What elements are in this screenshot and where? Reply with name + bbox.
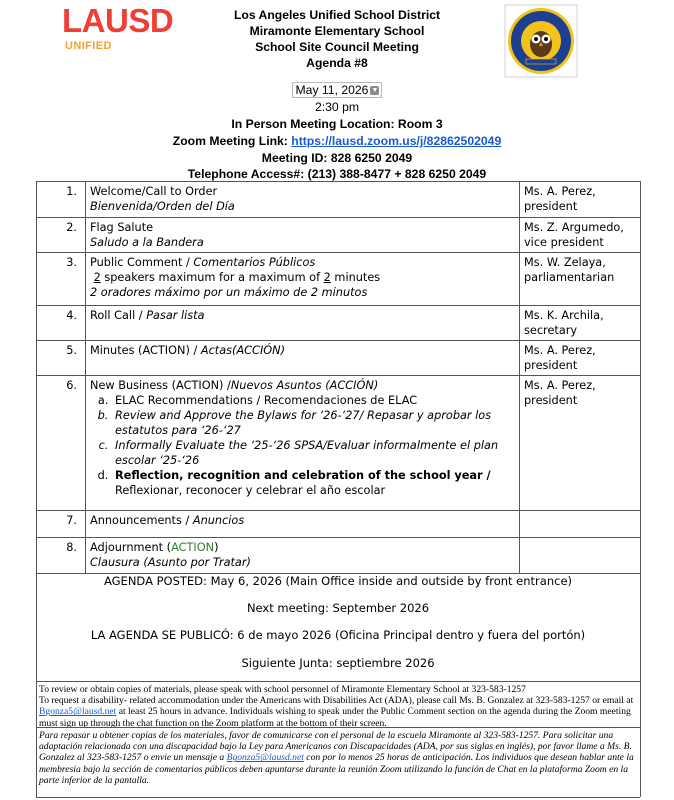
item-presenter: Ms. K. Archila, secretary — [520, 306, 641, 341]
item-title: Announcements / Anuncios — [90, 514, 245, 527]
agenda-row — [37, 218, 641, 253]
item-presenter — [520, 511, 641, 538]
agenda-row — [37, 182, 641, 218]
sub-item: c. Informally Evaluate the ‘25-‘26 SPSA/Evaluar informalmente el plan escolar ‘25-‘26 — [112, 438, 515, 468]
item-content — [86, 341, 520, 376]
item-title: New Business (ACTION) /Nuevos Asuntos (ACCIÓN) — [90, 379, 379, 392]
item-presenter: Ms. A. Perez, president — [520, 376, 641, 511]
item-number: 8. — [37, 538, 86, 574]
zoom-link[interactable]: https://lausd.zoom.us/j/82862502049 — [291, 134, 502, 148]
next-meeting: Next meeting: September 2026 — [246, 601, 430, 615]
sub-item: d. Reflection, recognition and celebration of the school year / Reflexionar, reconocer y celebrar el año escolar — [112, 468, 515, 498]
agenda-row — [37, 253, 641, 306]
agenda-row — [37, 341, 641, 376]
email-link[interactable]: Bgonza5@lausd.net — [226, 752, 304, 764]
date-picker[interactable] — [292, 82, 383, 98]
lausd-logo-unified: UNIFIED — [65, 40, 112, 52]
item-title: Roll Call / Pasar lista — [90, 309, 205, 322]
meeting-time: 2:30 pm — [314, 100, 360, 114]
item-content — [86, 182, 520, 218]
meeting-date: May 11, 2026 — [295, 83, 369, 97]
fine-print-english — [36, 681, 640, 729]
agenda-number: Agenda #8 — [306, 56, 368, 70]
frame-bottom-border — [36, 797, 640, 798]
email-link[interactable]: Bgonza5@lausd.net — [39, 706, 117, 718]
item-number: 2. — [37, 218, 86, 253]
item-content — [86, 218, 520, 253]
item-number: 6. — [37, 376, 86, 511]
agenda-table — [36, 181, 641, 574]
chevron-down-icon[interactable]: ▼ — [371, 87, 379, 95]
frame-right-border — [640, 567, 641, 797]
item-content — [86, 253, 520, 306]
speaker-limit-es: 2 oradores máximo por un máximo de 2 minutos — [90, 286, 368, 299]
item-title: Public Comment / Comentarios Públicos — [90, 256, 316, 269]
sub-item-list — [90, 393, 515, 498]
district-name: Los Angeles Unified School District — [233, 8, 441, 22]
item-title: Welcome/Call to Order — [90, 185, 218, 198]
zoom-row — [150, 134, 524, 149]
item-title-es: Bienvenida/Orden del Día — [90, 200, 235, 213]
siguiente-junta: Siguiente Junta: septiembre 2026 — [241, 656, 435, 670]
meeting-location: In Person Meeting Location: Room 3 — [231, 117, 443, 131]
item-title: Minutes (ACTION) / Actas(ACCIÓN) — [90, 344, 286, 357]
agenda-row — [37, 376, 641, 511]
item-content — [86, 538, 520, 574]
school-name: Miramonte Elementary School — [249, 24, 425, 38]
item-title: Flag Salute — [90, 221, 154, 234]
item-number: 7. — [37, 511, 86, 538]
lausd-logo-letters: LAUSD — [62, 2, 174, 39]
agenda-row — [37, 306, 641, 341]
item-number: 5. — [37, 341, 86, 376]
agenda-posted: AGENDA POSTED: May 6, 2026 (Main Office inside and outside by front entrance) — [103, 574, 573, 588]
fine-print-accommodation: To request a disability- related accommodation under the Americans with Disabilities Act (ADA), please call Ms. B. Gonzalez at 323-583-1257 or email at Bgonza5@lausd.net at least 25 hours in advance. Individuals wishing to speak under the Public Comment section on the agenda during the Zoom meeting must sign up through the chat function on the Zoom platform at the bottom of their screen. — [39, 695, 634, 729]
item-content — [86, 376, 520, 511]
sub-item: a. ELAC Recommendations / Recomendaciones de ELAC — [112, 393, 515, 408]
item-number: 1. — [37, 182, 86, 218]
telephone-access: Telephone Access#: (213) 388-8477 + 828 6250 2049 — [187, 167, 487, 181]
item-number: 3. — [37, 253, 86, 306]
meeting-name: School Site Council Meeting — [255, 40, 419, 54]
item-presenter: Ms. W. Zelaya, parliamentarian — [520, 253, 641, 306]
item-content — [86, 511, 520, 538]
item-presenter: Ms. Z. Argumedo, vice president — [520, 218, 641, 253]
zoom-label: Zoom Meeting Link: — [172, 134, 292, 148]
item-title-es: Saludo a la Bandera — [90, 236, 204, 249]
date-row — [150, 82, 524, 98]
item-content — [86, 306, 520, 341]
sub-item: b. Review and Approve the Bylaws for ‘26-‘27/ Repasar y aprobar los estatutos para ‘26-‘27 — [112, 408, 515, 438]
meeting-id: Meeting ID: 828 6250 2049 — [261, 151, 413, 165]
speaker-limit: 2 speakers maximum for a maximum of 2 minutes — [93, 271, 381, 284]
item-presenter: Ms. A. Perez, president — [520, 182, 641, 218]
item-number: 4. — [37, 306, 86, 341]
agenda-row — [37, 511, 641, 538]
fine-print-spanish: Para repasar u obtener copias de los materiales, favor de comunicarse con el personal de la escuela Miramonte al 323-583-1257. Para solicitar una adaptación relacionada con una discapacidad bajo la Ley para Americanos con Discapacidades (ADA, por sus siglas en inglés), por favor llame a Ms. B. Gonzalez al 323-583-1257 o envie un mensaje a Bgonza5@lausd.net con por lo menos 25 horas de anticipación. Los individuos que desean hablar ante la membresía bajo la sección de comentarios públicos deben apuntarse durante la reunión Zoom utilizando la función de Chat en la plataforma Zoom en la parte inferior de la pantalla. — [36, 727, 640, 786]
fine-print-copies: To review or obtain copies of materials, please speak with school personnel of Miramonte Elementary School at 323-583-1257 — [39, 684, 526, 695]
item-title: Adjournment (ACTION) — [90, 541, 219, 554]
item-presenter — [520, 538, 641, 574]
agenda-row — [37, 538, 641, 574]
item-title-es: Clausura (Asunto por Tratar) — [90, 556, 251, 569]
item-presenter: Ms. A. Perez, president — [520, 341, 641, 376]
agenda-publico: LA AGENDA SE PUBLICÓ: 6 de mayo 2026 (Oficina Principal dentro y fuera del portón) — [90, 628, 586, 642]
